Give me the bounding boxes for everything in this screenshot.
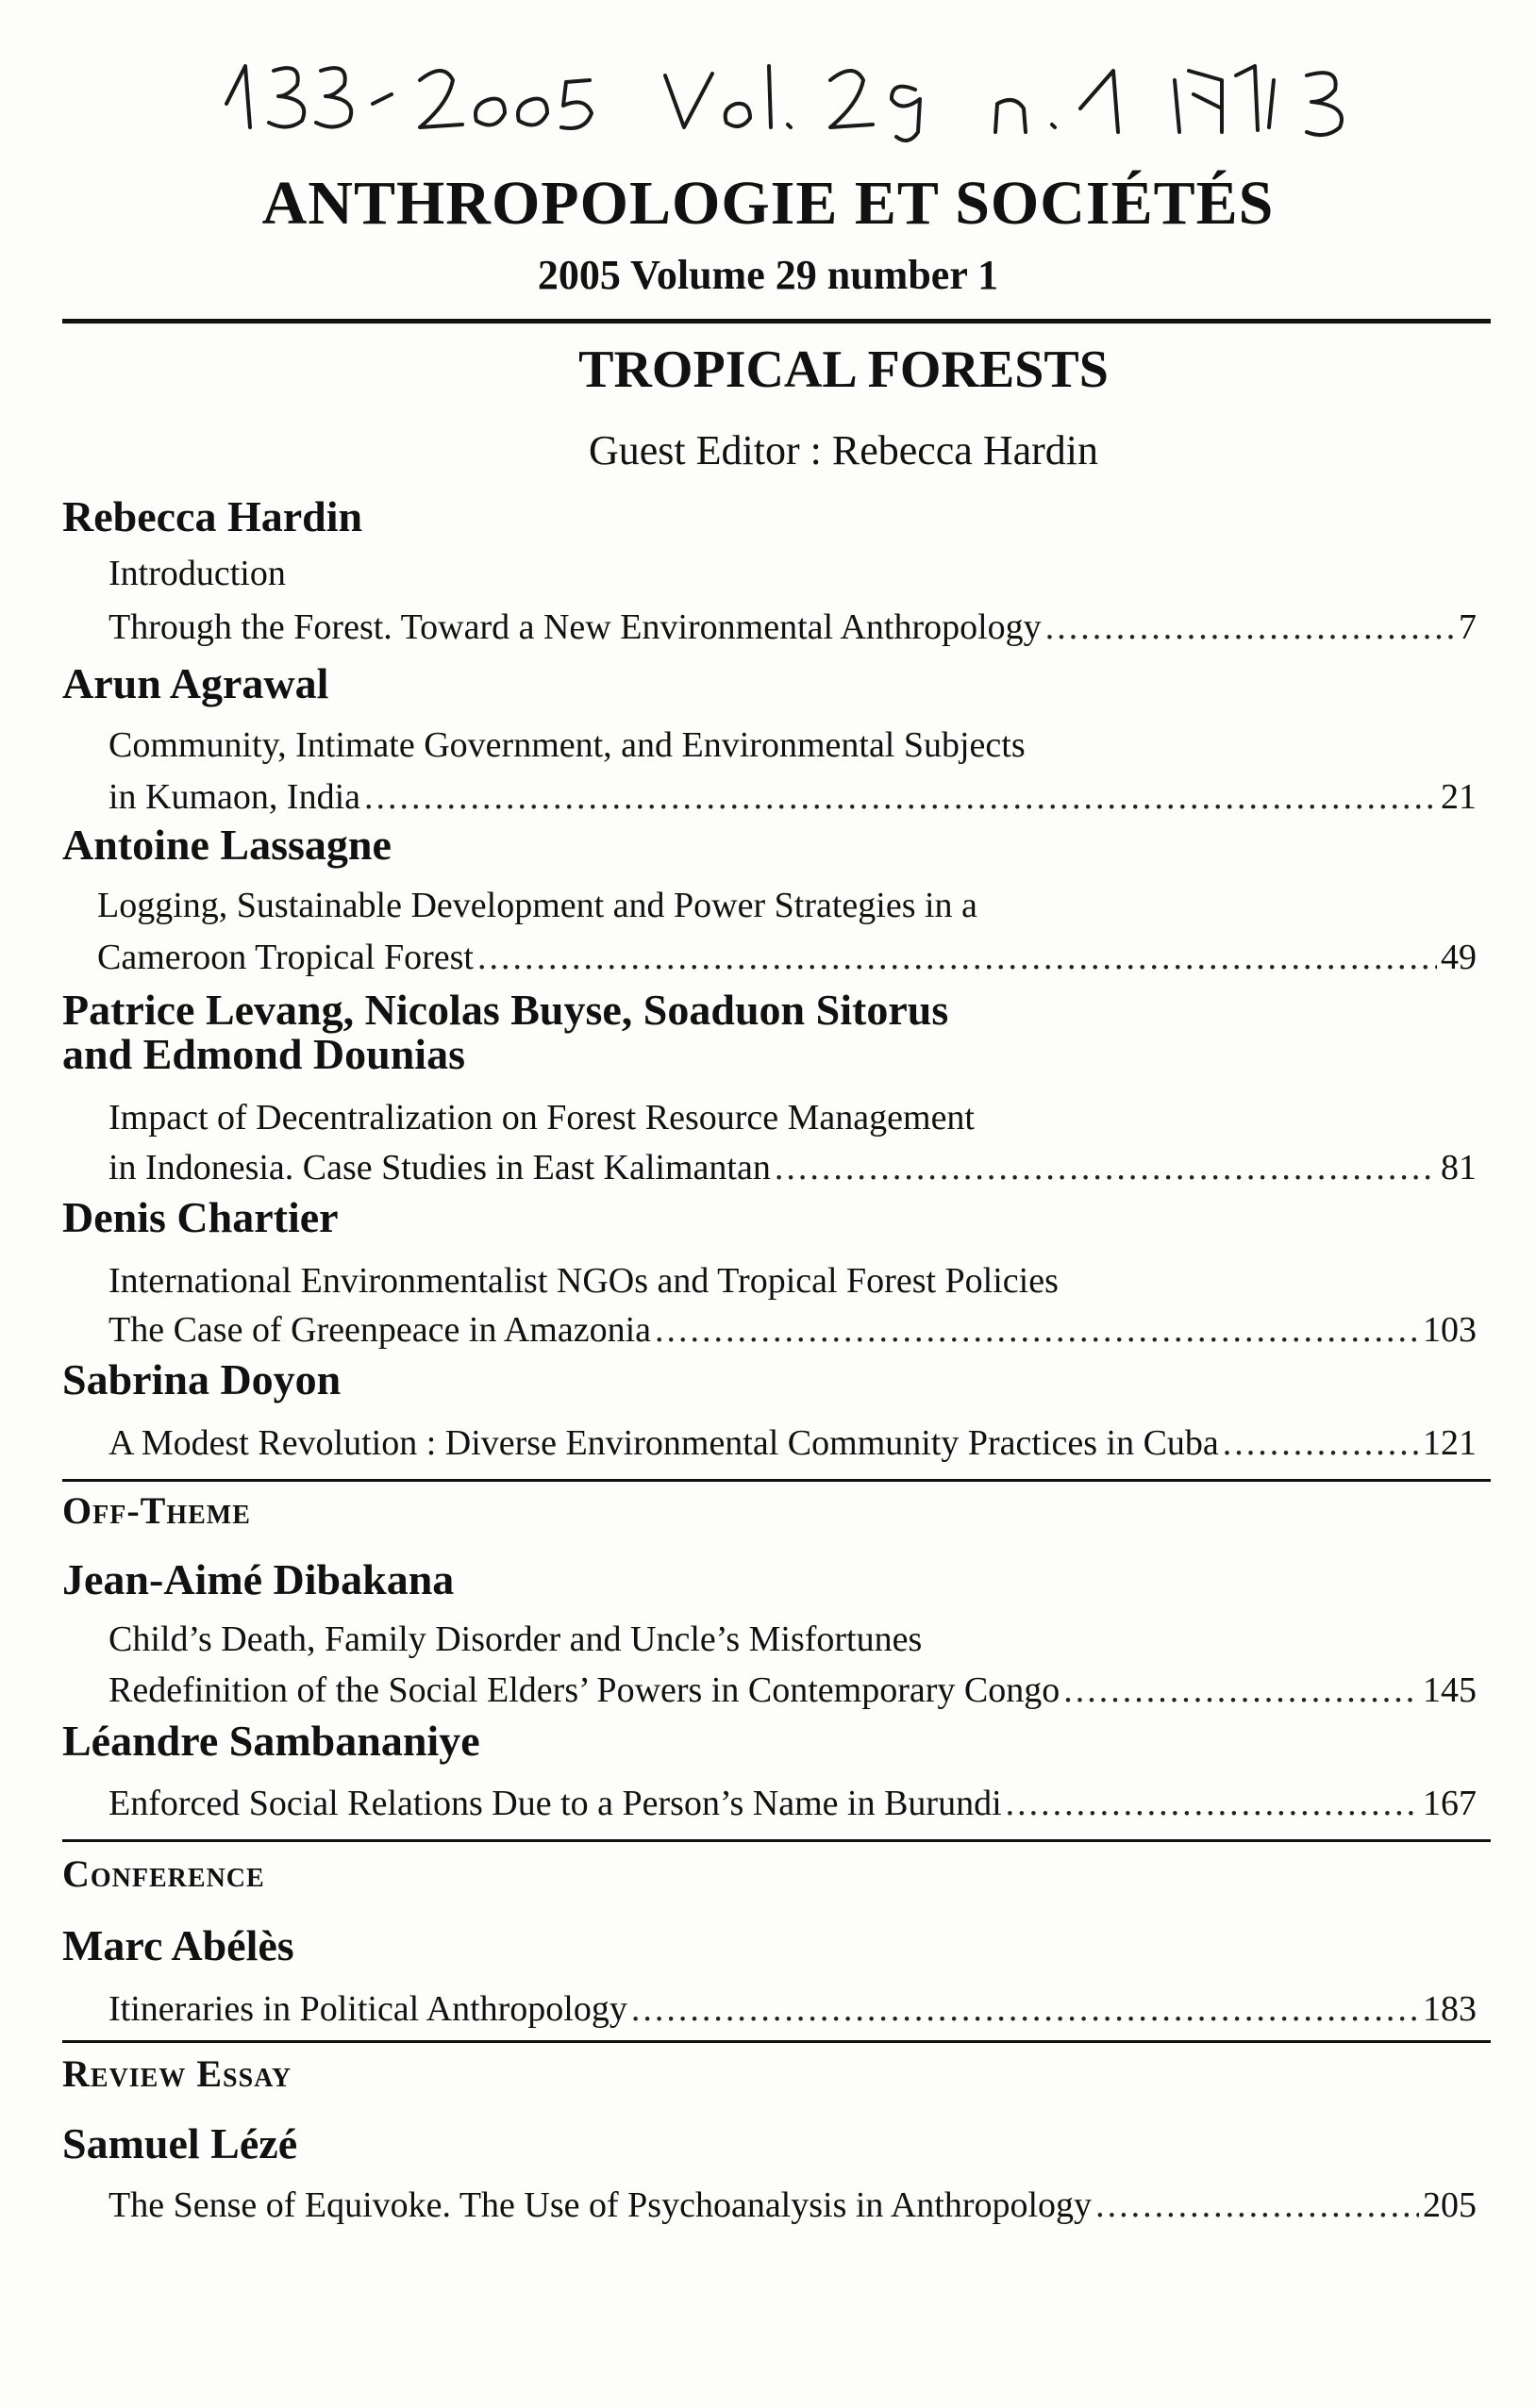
author-name-continued: and Edmond Dounias [62, 1030, 465, 1078]
section-rule [62, 1479, 1491, 1482]
section-label: Conference [62, 1852, 265, 1895]
issue-line: 2005 Volume 29 number 1 [537, 252, 999, 298]
page-number: 49 [1441, 938, 1477, 977]
toc-entry[interactable] [109, 1785, 1477, 1822]
section-label: Review Essay [62, 2052, 292, 2095]
toc-entry[interactable] [109, 608, 1477, 646]
author-name: Léandre Sambananiye [62, 1717, 480, 1765]
theme-title: TROPICAL FORESTS [578, 340, 1109, 399]
article-title-line: Enforced Social Relations Due to a Person’s Name in Burundi [109, 1784, 1002, 1823]
toc-entry[interactable] [109, 2186, 1477, 2224]
toc-entry[interactable] [109, 1311, 1477, 1349]
article-title-line: Impact of Decentralization on Forest Resource Management [109, 1098, 975, 1138]
toc-entry[interactable] [97, 938, 1477, 976]
article-title-line: Community, Intimate Government, and Environmental Subjects [109, 725, 1026, 765]
toc-entry[interactable] [109, 1424, 1477, 1462]
dot-leader [477, 938, 1437, 976]
dot-leader [364, 778, 1437, 816]
page-number: 145 [1423, 1670, 1477, 1710]
dot-leader [1045, 608, 1455, 646]
dot-leader [1006, 1785, 1419, 1822]
guest-editor: Guest Editor : Rebecca Hardin [588, 427, 1099, 473]
toc-entry[interactable] [109, 1990, 1477, 2028]
toc-entry[interactable] [109, 1149, 1477, 1187]
journal-title: ANTHROPOLOGIE ET SOCIÉTÉS [261, 169, 1275, 238]
handwritten-note-text [222, 38, 232, 39]
article-title-line: Logging, Sustainable Development and Power Strategies in a [97, 886, 977, 925]
article-title-line: The Sense of Equivoke. The Use of Psychoanalysis in Anthropology [109, 2185, 1093, 2225]
author-name: Denis Chartier [62, 1193, 339, 1241]
article-title-line: A Modest Revolution : Diverse Environmental Community Practices in Cuba [109, 1423, 1219, 1463]
page-number: 183 [1423, 1989, 1477, 2029]
author-name: Sabrina Doyon [62, 1355, 342, 1403]
article-title-line: International Environmentalist NGOs and Tropical Forest Policies [109, 1261, 1059, 1301]
author-name: Samuel Lézé [62, 2119, 298, 2167]
article-title-line: Itineraries in Political Anthropology [109, 1989, 627, 2029]
toc-entry[interactable] [109, 778, 1477, 816]
author-name: Marc Abélès [62, 1921, 294, 1969]
article-title-line: Child’s Death, Family Disorder and Uncle’s Misfortunes [109, 1619, 923, 1659]
author-name: Antoine Lassagne [62, 821, 392, 869]
section-label: Off-Theme [62, 1489, 251, 1532]
section-rule [62, 1839, 1491, 1842]
dot-leader [1095, 2186, 1419, 2224]
page-number: 121 [1423, 1423, 1477, 1463]
toc-entry[interactable] [109, 1671, 1477, 1709]
page-number: 81 [1441, 1148, 1477, 1187]
article-title-line: The Case of Greenpeace in Amazonia [109, 1310, 652, 1350]
section-rule [62, 2040, 1491, 2043]
author-name: Jean-Aimé Dibakana [62, 1555, 455, 1603]
dot-leader [1223, 1424, 1419, 1462]
dot-leader [775, 1149, 1437, 1187]
article-title-line: Introduction [109, 554, 286, 593]
dot-leader [655, 1311, 1419, 1349]
handwritten-note [222, 38, 1401, 151]
author-name: Rebecca Hardin [62, 492, 363, 540]
article-title-line: Redefinition of the Social Elders’ Powers in Contemporary Congo [109, 1670, 1060, 1710]
header-rule [62, 319, 1491, 324]
article-title-line: in Kumaon, India [109, 777, 361, 817]
article-title-line: Cameroon Tropical Forest [97, 938, 474, 977]
dot-leader [631, 1990, 1419, 2028]
page-number: 103 [1423, 1310, 1477, 1350]
article-title-line: Through the Forest. Toward a New Environmental Anthropology [109, 607, 1042, 647]
article-title-line: in Indonesia. Case Studies in East Kalimantan [109, 1148, 771, 1187]
author-name: Arun Agrawal [62, 659, 329, 707]
dot-leader [1063, 1671, 1419, 1709]
page-number: 167 [1423, 1784, 1477, 1823]
author-name: Patrice Levang, Nicolas Buyse, Soaduon Sitorus [62, 986, 949, 1034]
page-number: 21 [1441, 777, 1477, 817]
page-number: 205 [1423, 2185, 1477, 2225]
page-number: 7 [1459, 607, 1477, 647]
